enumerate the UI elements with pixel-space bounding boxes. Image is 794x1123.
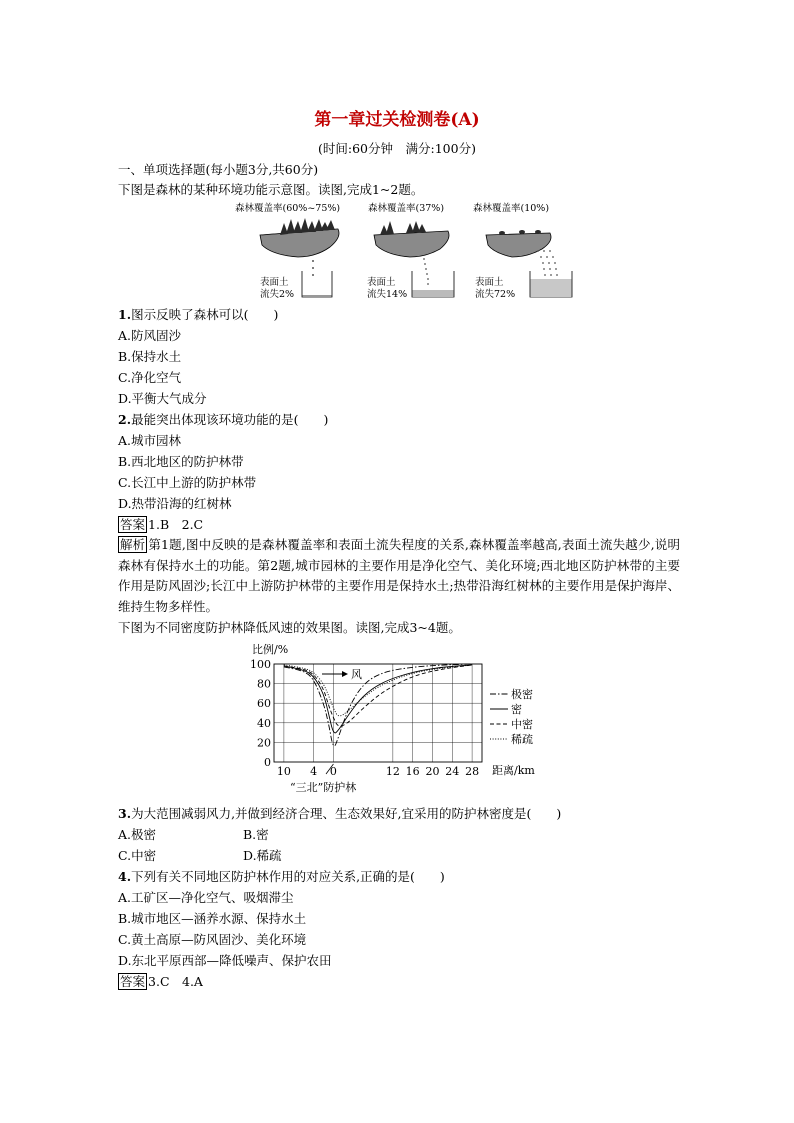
loss-label-3: 表面土 流失72% [475, 277, 516, 300]
chart-legend [490, 687, 533, 746]
soil-erosion-figure [220, 199, 580, 305]
question-2-option-c: C.长江中上游的防护林带 [118, 475, 257, 490]
question-4-option-a: A.工矿区—净化空气、吸烟滞尘 [118, 890, 294, 905]
x-tick-label: 10 [276, 765, 291, 778]
question-2-option-a: A.城市园林 [118, 433, 182, 448]
analysis-paragraph [118, 535, 680, 617]
page-title: 第一章过关检测卷(A) [314, 110, 480, 130]
question-3-option-c: C.中密 [118, 848, 157, 863]
question-2-stem: 2.最能突出体现该环境功能的是( ) [118, 412, 329, 427]
wind-direction-label [322, 668, 362, 681]
series-line-稀疏 [284, 665, 472, 716]
section-heading: 一、单项选择题(每小题3分,共60分) [118, 162, 319, 177]
x-tick-label: 0 [329, 765, 337, 778]
question-1-option-b: B.保持水土 [118, 349, 182, 364]
question-2-option-d: D.热带沿海的红树林 [118, 496, 232, 511]
y-tick-label: 80 [257, 677, 271, 691]
answer-text: 3.C 4.A [148, 974, 203, 989]
answer-text: 1.B 2.C [148, 517, 204, 532]
series-line-极密 [284, 664, 472, 746]
legend-label: 极密 [511, 688, 533, 701]
x-tick-labels [277, 765, 479, 778]
loss-label-1: 表面土 流失2% [260, 277, 295, 300]
coverage-label-2: 森林覆盖率(37%) [368, 203, 445, 214]
question-1-stem: 1.图示反映了森林可以( ) [118, 307, 279, 322]
question-1-option-c: C.净化空气 [118, 370, 182, 385]
x-tick-label: 28 [465, 765, 480, 778]
exam-subtitle: (时间:60分钟 满分:100分) [318, 141, 476, 156]
y-tick-label: 60 [257, 697, 271, 711]
legend-label: 密 [511, 703, 522, 716]
loss-label-2: 表面土 流失14% [367, 277, 408, 300]
y-axis-label: 比例/% [252, 643, 289, 656]
x-tick-label: 20 [425, 765, 440, 778]
series-lines [284, 664, 472, 746]
forest-label: “三北”防护林 [290, 781, 357, 794]
wind-label: 风 [351, 668, 362, 681]
question-4-option-d: D.东北平原西部—降低噪声、保护农田 [118, 953, 332, 968]
question-4-stem: 4.下列有关不同地区防护林作用的对应关系,正确的是( ) [118, 869, 445, 884]
x-tick-label: 12 [385, 765, 400, 778]
answer-label: 答案 [120, 517, 146, 532]
question-2-option-b: B.西北地区的防护林带 [118, 454, 244, 469]
question-1-option-d: D.平衡大气成分 [118, 391, 207, 406]
answer-label: 答案 [120, 974, 146, 989]
x-tick-label: 4 [310, 765, 318, 778]
x-axis-label: 距离/km [492, 764, 535, 777]
x-tick-label: 24 [445, 765, 460, 778]
y-tick-label: 20 [257, 736, 271, 750]
analysis-text: 第1题,图中反映的是森林覆盖率和表面土流失程度的关系,森林覆盖率越高,表面土流失越少,说明森林有保持水土的功能。第2题,城市园林的主要作用是净化空气、美化环境;西北地区防护林带的主要作用是防风固沙;长江中上游防护林带的主要作用是保持水土;热带沿海红树林的主要作用是保护海岸、维持生物多样性。 [118, 537, 680, 614]
y-tick-label: 0 [264, 756, 271, 769]
y-tick-label: 100 [250, 658, 271, 671]
intro-text-1: 下图是森林的某种环境功能示意图。读图,完成1~2题。 [118, 182, 424, 197]
legend-label: 中密 [511, 718, 533, 731]
answer-3-4 [118, 972, 203, 992]
question-3-option-d: D.稀疏 [243, 848, 282, 863]
question-3-stem: 3.为大范围减弱风力,并做到经济合理、生态效果好,宜采用的防护林密度是( ) [118, 806, 562, 821]
wind-speed-chart [250, 640, 550, 798]
question-1-option-a: A.防风固沙 [118, 328, 182, 343]
question-4-option-b: B.城市地区—涵养水源、保持水土 [118, 911, 307, 926]
question-4-option-c: C.黄土高原—防风固沙、美化环境 [118, 932, 307, 947]
coverage-label-1: 森林覆盖率(60%~75%) [235, 203, 341, 214]
analysis-label: 解析 [120, 537, 146, 552]
y-tick-label: 40 [257, 716, 271, 730]
series-line-中密 [284, 665, 472, 726]
intro-text-2: 下图为不同密度防护林降低风速的效果图。读图,完成3~4题。 [118, 620, 461, 635]
grid-lines [274, 664, 482, 774]
question-3-option-a: A.极密 [118, 827, 157, 842]
coverage-label-3: 森林覆盖率(10%) [473, 203, 550, 214]
question-3-option-b: B.密 [243, 827, 269, 842]
answer-1-2 [118, 515, 203, 535]
x-tick-label: 16 [405, 765, 420, 778]
y-tick-labels [250, 658, 271, 769]
legend-label: 稀疏 [511, 733, 533, 746]
plot-frame [274, 664, 482, 762]
